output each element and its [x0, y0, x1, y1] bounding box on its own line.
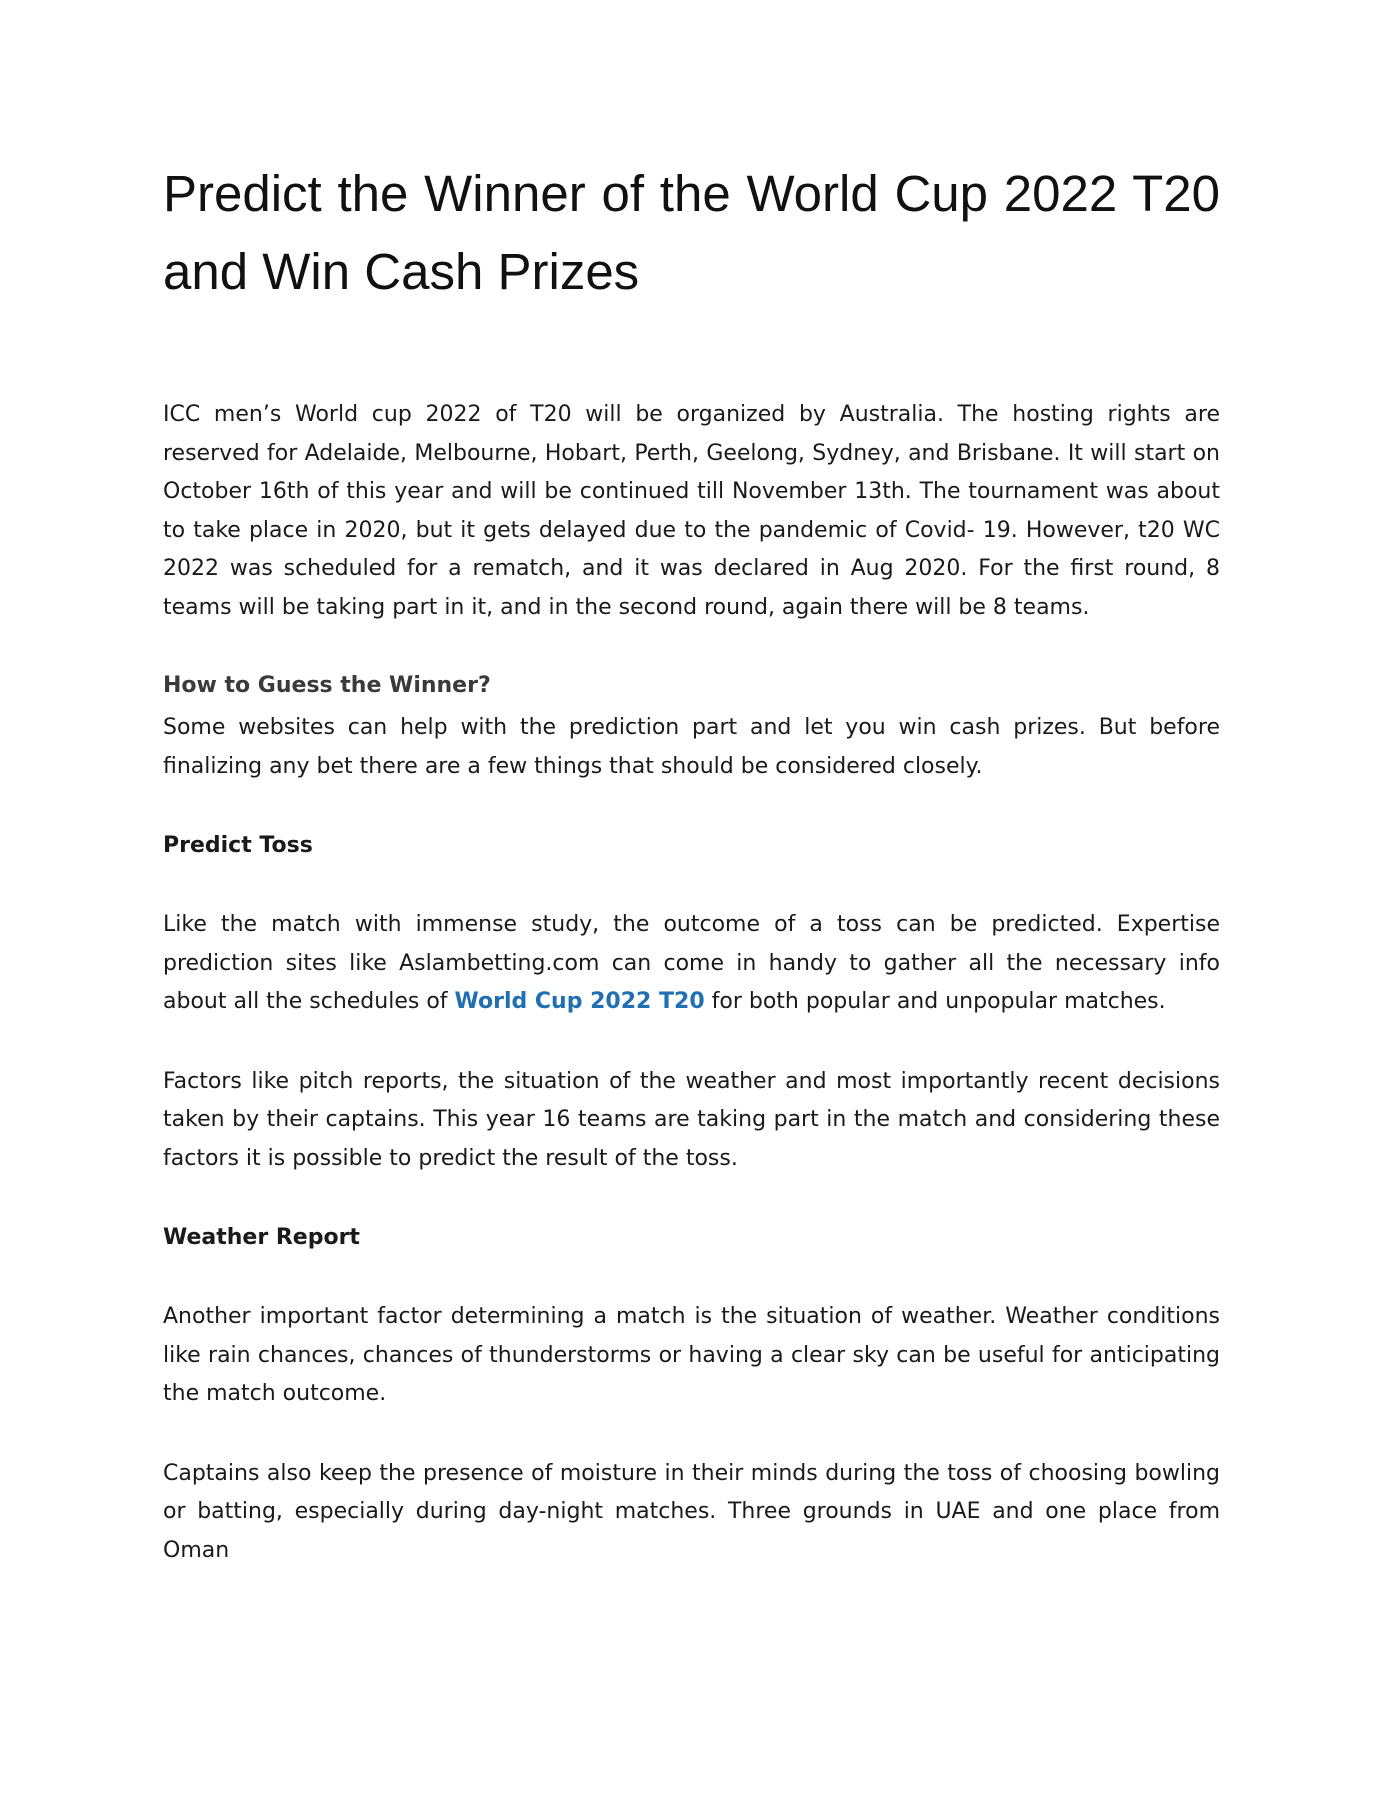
document-content — [163, 155, 1220, 1570]
guess-paragraph: Some websites can help with the prediction part and let you win cash prizes. But before finalizing any bet there are a few things that should be considered closely. — [163, 715, 1220, 779]
toss-text-after-link: for both popular and unpopular matches. — [704, 989, 1166, 1014]
section-heading-guess: How to Guess the Winner? — [163, 673, 491, 698]
weather-paragraph-2: Captains also keep the presence of moisture in their minds during the toss of choosing bowling or batting, especially during day-night matches. Three grounds in UAE and one place from Oman — [163, 1460, 1220, 1563]
weather-paragraph-1: Another important factor determining a match is the situation of weather. Weather conditions like rain chances, chances of thunderstorms or having a clear sky can be useful for anticipating the match outcome. — [163, 1304, 1220, 1406]
toss-paragraph-2: Factors like pitch reports, the situation of the weather and most importantly recent decisions taken by their captains. This year 16 teams are taking part in the match and considering these factors it is possible to predict the result of the toss. — [163, 1068, 1220, 1171]
section-heading-toss: Predict Toss — [163, 833, 313, 858]
toss-paragraph-1 — [163, 906, 1220, 1022]
toss-text-before-link: Like the match with immense study, the outcome of a toss can be predicted. Expertise prediction sites like Aslambetting.com can come in handy to gather all the necessary info about all the schedules of — [163, 912, 1220, 1014]
section-heading-weather: Weather Report — [163, 1225, 360, 1250]
world-cup-link[interactable]: World Cup 2022 T20 — [454, 989, 705, 1014]
page-title: Predict the Winner of the World Cup 2022 T20 and Win Cash Prizes — [163, 165, 1220, 300]
intro-paragraph: ICC men’s World cup 2022 of T20 will be organized by Australia. The hosting rights are reserved for Adelaide, Melbourne, Hobart, Perth, Geelong, Sydney, and Brisbane. It will start on October 16th of this year and will be continued till November 13th. The tournament was about to take place in 2020, but it gets delayed due to the pandemic of Covid- 19. However, t20 WC 2022 was scheduled for a rematch, and it was declared in Aug 2020. For the first round, 8 teams will be taking part in it, and in the second round, again there will be 8 teams. — [163, 402, 1220, 620]
